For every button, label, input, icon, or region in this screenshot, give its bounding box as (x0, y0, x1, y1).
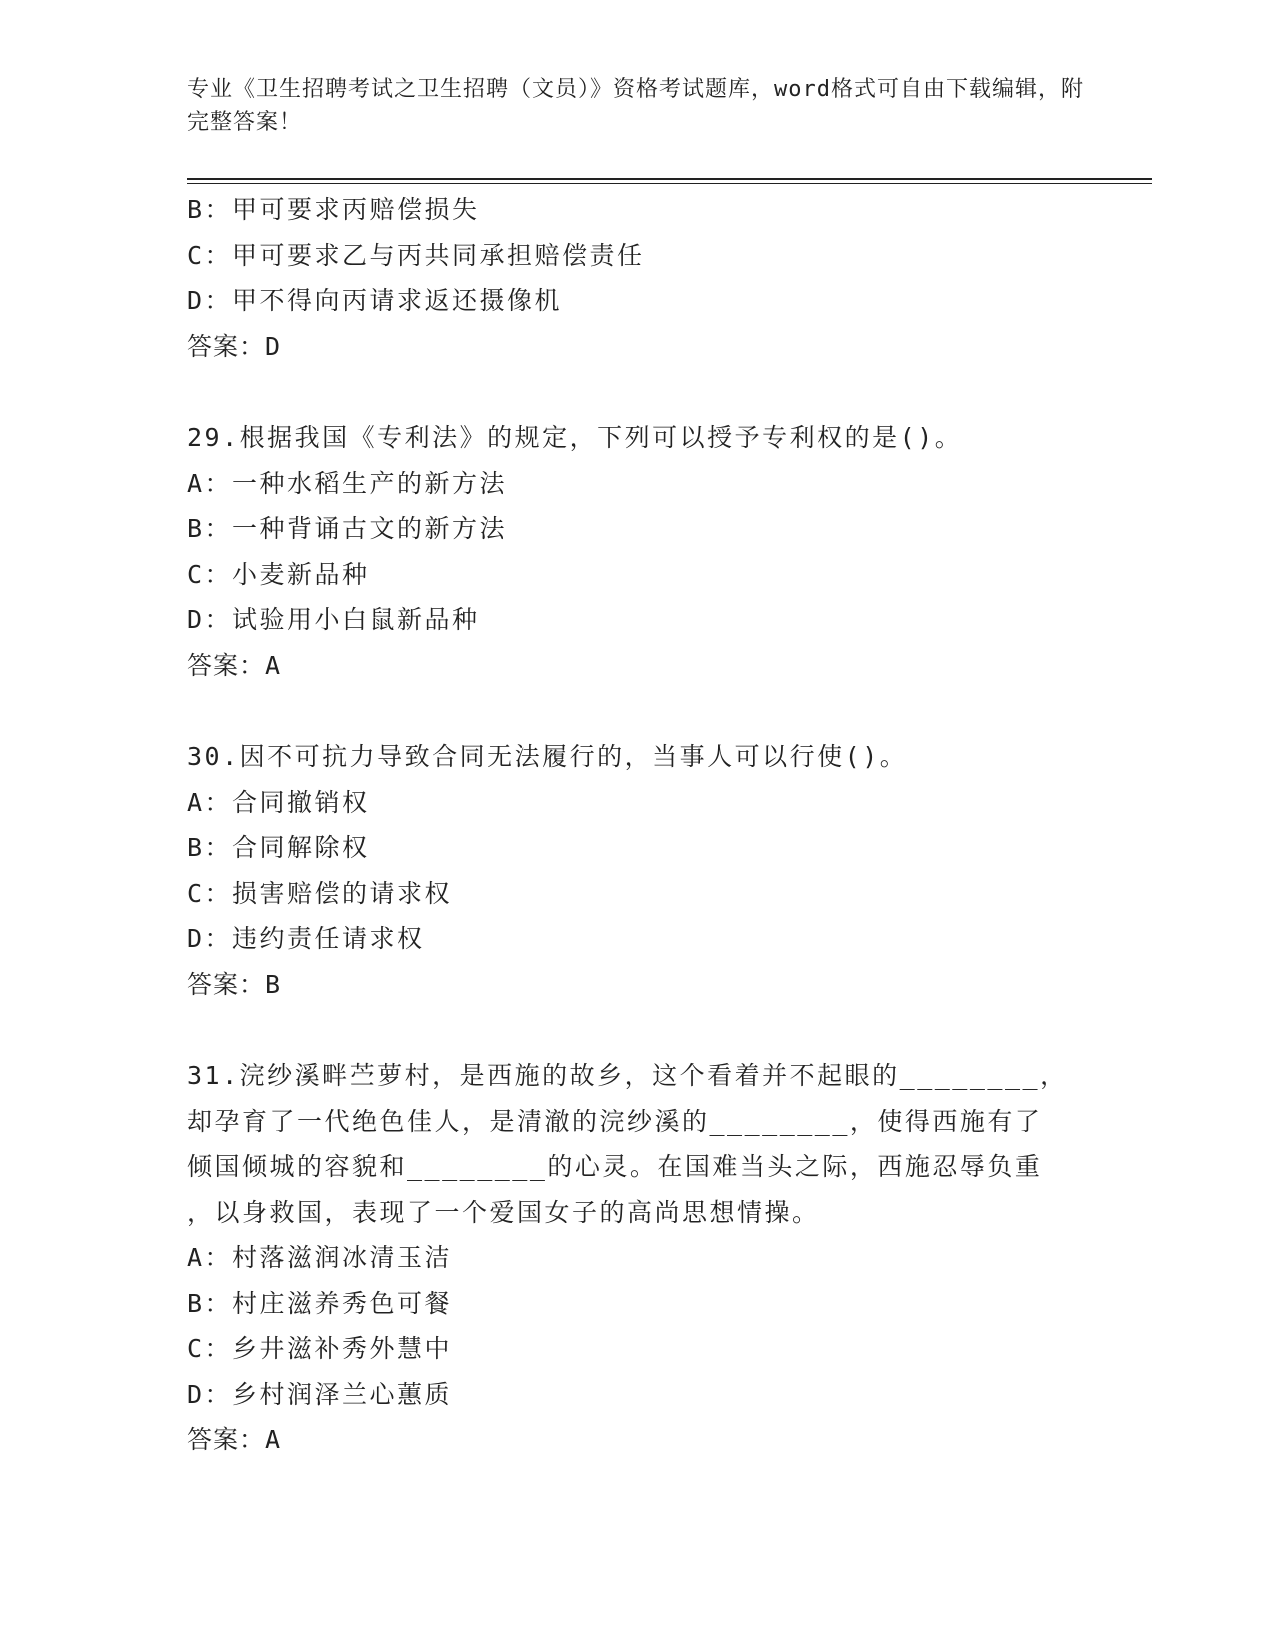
question-block-28 (187, 187, 1087, 369)
question-block-31 (187, 1053, 1087, 1463)
option-a: A：一种水稻生产的新方法 (187, 468, 508, 498)
question-stem-line: 31.浣纱溪畔苎萝村，是西施的故乡，这个看着并不起眼的________， (187, 1061, 1068, 1090)
option-b: B：村庄滋养秀色可餐 (187, 1288, 453, 1318)
option-c: C：小麦新品种 (187, 559, 370, 589)
question-block-29 (187, 415, 1087, 688)
question-stem: 30.因不可抗力导致合同无法履行的，当事人可以行使()。 (187, 742, 908, 771)
option-b: B：一种背诵古文的新方法 (187, 514, 508, 543)
question-stem: 29.根据我国《专利法》的规定，下列可以授予专利权的是()。 (187, 423, 963, 452)
option-b: B：合同解除权 (187, 833, 370, 862)
answer-line: 答案：B (187, 969, 282, 999)
question-stem-line: 倾国倾城的容貌和________的心灵。在国难当头之际，西施忍辱负重 (187, 1152, 1043, 1181)
option-d: D：违约责任请求权 (187, 924, 425, 953)
option-c: C：甲可要求乙与丙共同承担赔偿责任 (187, 240, 645, 270)
option-b: B：甲可要求丙赔偿损失 (187, 195, 480, 224)
question-list (187, 187, 1087, 1509)
answer-line: 答案：A (187, 1425, 282, 1454)
document-header: 专业《卫生招聘考试之卫生招聘（文员）》资格考试题库，word格式可自由下载编辑，附完整答案！ (187, 77, 1084, 135)
header-divider-thin (187, 183, 1152, 184)
answer-line: 答案：A (187, 650, 282, 680)
option-d: D：乡村润泽兰心蕙质 (187, 1379, 453, 1409)
answer-line: 答案：D (187, 331, 282, 361)
option-d: D：甲不得向丙请求返还摄像机 (187, 286, 563, 315)
question-stem-line: ，以身救国，表现了一个爱国女子的高尚思想情操。 (187, 1197, 820, 1227)
option-c: C：乡井滋补秀外慧中 (187, 1334, 453, 1363)
option-c: C：损害赔偿的请求权 (187, 878, 453, 908)
header-divider-thick (187, 178, 1152, 180)
option-d: D：试验用小白鼠新品种 (187, 605, 480, 634)
question-stem-line: 却孕育了一代绝色佳人，是清澈的浣纱溪的________，使得西施有了 (187, 1106, 1043, 1136)
option-a: A：村落滋润冰清玉洁 (187, 1243, 453, 1272)
option-a: A：合同撤销权 (187, 787, 370, 817)
question-block-30 (187, 734, 1087, 1007)
